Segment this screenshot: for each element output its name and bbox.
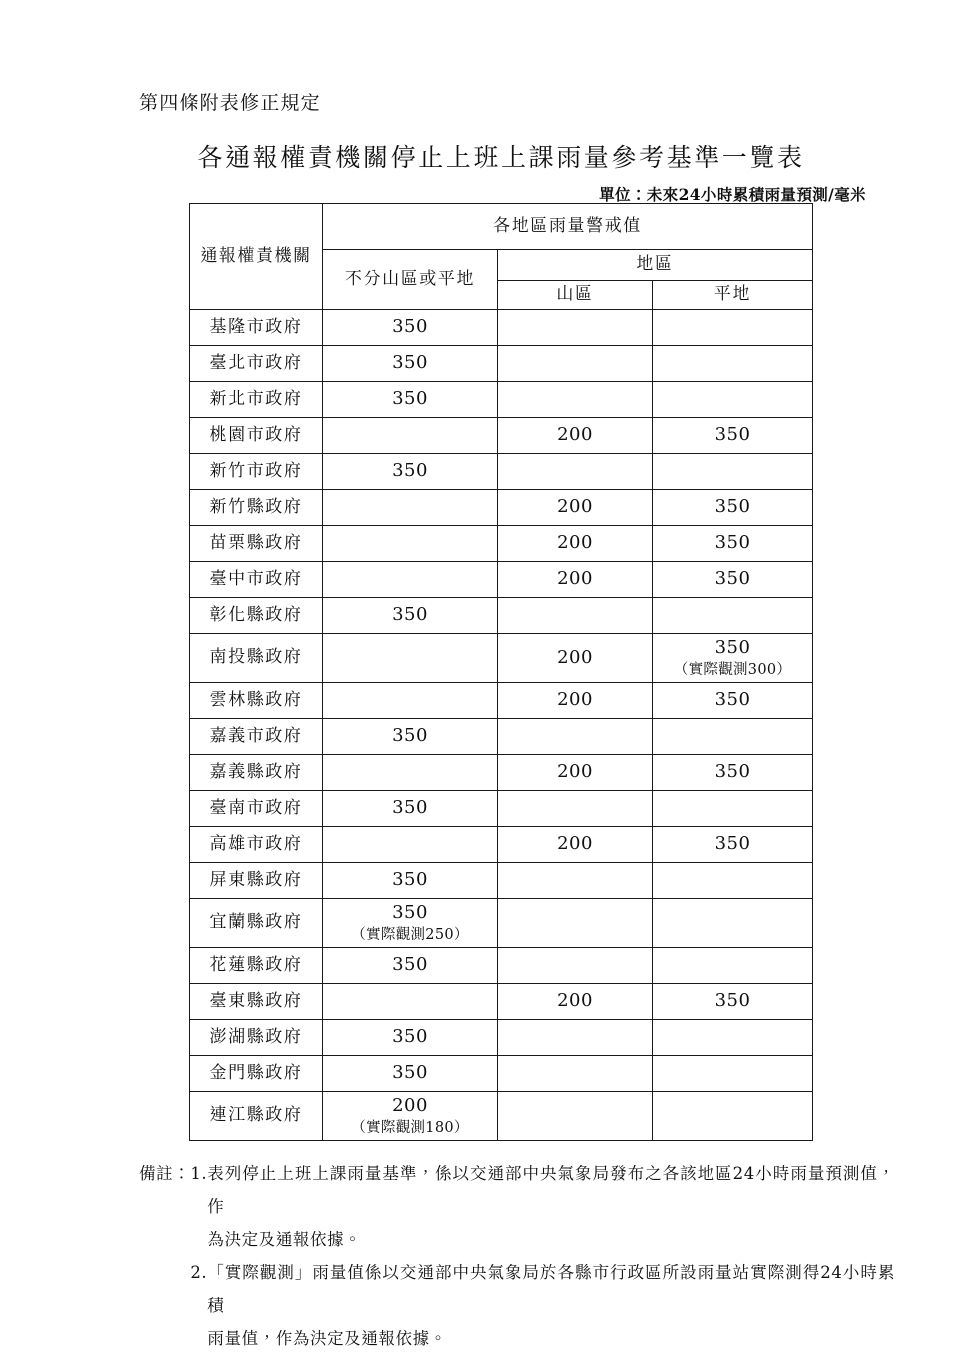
- cell-agency: [190, 791, 323, 827]
- cell-mountain: [498, 634, 653, 683]
- cell-plain-value: 350: [714, 424, 751, 446]
- cell-mountain-value: 200: [557, 532, 593, 554]
- cell-undivided: [323, 310, 498, 346]
- header-region: 地區: [498, 250, 813, 281]
- header-agency: 通報權責機關: [190, 204, 323, 310]
- cell-undivided: [323, 454, 498, 490]
- footnote-text: 雨量值，作為決定及通報依據。: [207, 1329, 447, 1348]
- footnote-text: 為決定及通報依據。: [207, 1230, 362, 1249]
- cell-plain-value: 350: [714, 637, 751, 659]
- cell-agency: [190, 719, 323, 755]
- cell-undivided: [323, 899, 498, 948]
- table-body: [190, 310, 813, 1141]
- cell-mountain: [498, 562, 653, 598]
- table-row: [190, 310, 813, 346]
- cell-undivided: [323, 490, 498, 526]
- cell-undivided: [323, 827, 498, 863]
- cell-mountain: [498, 598, 653, 634]
- cell-undivided-value: 350: [392, 954, 428, 976]
- cell-mountain: [498, 1056, 653, 1092]
- cell-plain: [653, 1092, 813, 1141]
- cell-agency-value: 苗栗縣政府: [209, 532, 303, 553]
- cell-undivided: [323, 948, 498, 984]
- cell-agency: [190, 984, 323, 1020]
- cell-agency-value: 屏東縣政府: [209, 869, 303, 890]
- cell-agency-value: 新竹縣政府: [209, 496, 303, 517]
- cell-mountain-value: 200: [557, 761, 593, 783]
- cell-mountain: [498, 526, 653, 562]
- table-row: [190, 791, 813, 827]
- cell-mountain-value: 200: [557, 833, 593, 855]
- cell-agency: [190, 598, 323, 634]
- table-row: [190, 719, 813, 755]
- table-row: [190, 1092, 813, 1141]
- cell-undivided: [323, 598, 498, 634]
- header-plain: 平地: [653, 281, 813, 310]
- cell-agency: [190, 310, 323, 346]
- cell-plain-value: 350: [714, 833, 751, 855]
- cell-agency: [190, 863, 323, 899]
- header-row-1: [190, 204, 813, 250]
- cell-plain: [653, 683, 813, 719]
- rainfall-table-container: [189, 203, 812, 1141]
- table-header: [190, 204, 813, 310]
- cell-undivided-value: 350: [392, 388, 428, 410]
- cell-undivided: [323, 1020, 498, 1056]
- footnote-indent: [139, 1322, 207, 1355]
- header-undivided: 不分山區或平地: [323, 250, 498, 310]
- cell-undivided: [323, 562, 498, 598]
- cell-mountain: [498, 1092, 653, 1141]
- cell-mountain: [498, 490, 653, 526]
- cell-plain-value: 350: [714, 532, 751, 554]
- footnote-text: 表列停止上班上課雨量基準，係以交通部中央氣象局發布之各該地區24小時雨量預測值，作: [207, 1164, 895, 1216]
- cell-agency: [190, 1020, 323, 1056]
- cell-plain: [653, 562, 813, 598]
- cell-undivided: [323, 984, 498, 1020]
- cell-agency: [190, 454, 323, 490]
- cell-agency-value: 花蓮縣政府: [209, 954, 303, 975]
- footnotes-label: 備註：: [139, 1164, 191, 1183]
- cell-plain: [653, 719, 813, 755]
- cell-undivided: [323, 1056, 498, 1092]
- table-row: [190, 634, 813, 683]
- cell-undivided-value: 200: [392, 1095, 428, 1117]
- cell-plain-value: 350: [714, 496, 751, 518]
- footnote-marker: 2.: [190, 1263, 208, 1282]
- table-row: [190, 418, 813, 454]
- cell-agency-value: 嘉義縣政府: [209, 761, 303, 782]
- cell-plain: [653, 899, 813, 948]
- cell-mountain-value: 200: [557, 990, 593, 1012]
- table-row: [190, 454, 813, 490]
- cell-agency: [190, 490, 323, 526]
- cell-plain-value: 350: [714, 990, 751, 1012]
- cell-agency-value: 金門縣政府: [209, 1062, 303, 1083]
- cell-mountain: [498, 719, 653, 755]
- cell-agency: [190, 346, 323, 382]
- cell-mountain: [498, 984, 653, 1020]
- cell-agency: [190, 382, 323, 418]
- cell-undivided: [323, 1092, 498, 1141]
- cell-agency: [190, 1092, 323, 1141]
- cell-plain: [653, 418, 813, 454]
- cell-plain: [653, 948, 813, 984]
- cell-mountain-value: 200: [557, 424, 593, 446]
- cell-undivided-value: 350: [392, 902, 428, 924]
- cell-undivided: [323, 418, 498, 454]
- cell-plain: [653, 526, 813, 562]
- cell-undivided: [323, 382, 498, 418]
- table-row: [190, 827, 813, 863]
- footnote-text: 「實際觀測」雨量值係以交通部中央氣象局於各縣市行政區所設雨量站實際測得24小時累積: [207, 1263, 895, 1315]
- cell-mountain: [498, 454, 653, 490]
- header-warning-values: 各地區雨量警戒值: [323, 204, 813, 250]
- cell-plain-value: 350: [714, 689, 751, 711]
- table-row: [190, 526, 813, 562]
- cell-undivided-value: 350: [392, 460, 428, 482]
- cell-undivided: [323, 755, 498, 791]
- cell-undivided: [323, 683, 498, 719]
- cell-undivided: [323, 791, 498, 827]
- cell-plain: [653, 1056, 813, 1092]
- cell-plain: [653, 598, 813, 634]
- table-row: [190, 382, 813, 418]
- cell-agency-value: 桃園市政府: [209, 424, 303, 445]
- cell-mountain: [498, 863, 653, 899]
- table-row: [190, 948, 813, 984]
- cell-mountain: [498, 827, 653, 863]
- footnote-line: [139, 1322, 895, 1355]
- table-row: [190, 1056, 813, 1092]
- table-row: [190, 598, 813, 634]
- unit-note: 單位：未來24小時累積雨量預測/毫米: [599, 185, 866, 204]
- footnote-indent: [139, 1256, 190, 1289]
- cell-undivided-value: 350: [392, 1062, 428, 1084]
- footnote-line: [139, 1157, 895, 1223]
- cell-undivided-value: 350: [392, 725, 428, 747]
- cell-agency: [190, 683, 323, 719]
- footnote-marker: 1.: [190, 1164, 208, 1183]
- cell-mountain: [498, 346, 653, 382]
- cell-undivided-value: 350: [392, 604, 428, 626]
- cell-plain: [653, 791, 813, 827]
- footnote-indent: [139, 1223, 207, 1256]
- cell-agency-value: 南投縣政府: [209, 647, 303, 668]
- cell-mountain-value: 200: [557, 646, 593, 668]
- cell-agency: [190, 1056, 323, 1092]
- cell-mountain: [498, 310, 653, 346]
- cell-agency-value: 彰化縣政府: [209, 604, 303, 625]
- cell-mountain: [498, 683, 653, 719]
- cell-plain-value: 350: [714, 568, 751, 590]
- cell-agency-value: 高雄市政府: [209, 833, 303, 854]
- cell-agency: [190, 526, 323, 562]
- cell-plain: [653, 454, 813, 490]
- cell-plain: [653, 863, 813, 899]
- cell-undivided-value: 350: [392, 869, 428, 891]
- cell-agency: [190, 634, 323, 683]
- cell-plain: [653, 1020, 813, 1056]
- footnotes-block: [139, 1157, 895, 1355]
- cell-mountain-value: 200: [557, 689, 593, 711]
- cell-agency: [190, 948, 323, 984]
- cell-agency-value: 雲林縣政府: [209, 689, 303, 710]
- header-mountain: 山區: [498, 281, 653, 310]
- table-row: [190, 562, 813, 598]
- cell-plain: [653, 634, 813, 683]
- cell-mountain-value: 200: [557, 496, 593, 518]
- table-row: [190, 1020, 813, 1056]
- cell-agency-value: 臺中市政府: [209, 568, 303, 589]
- cell-agency: [190, 418, 323, 454]
- cell-agency-value: 基隆市政府: [209, 316, 303, 337]
- rainfall-standards-table: [189, 203, 813, 1141]
- clause-heading: 第四條附表修正規定: [139, 92, 321, 114]
- cell-mountain: [498, 791, 653, 827]
- cell-agency: [190, 899, 323, 948]
- cell-undivided-value: 350: [392, 316, 428, 338]
- cell-agency-value: 嘉義市政府: [209, 725, 303, 746]
- page-title: 各通報權責機關停止上班上課雨量參考基準一覽表: [197, 143, 805, 172]
- cell-plain: [653, 984, 813, 1020]
- cell-undivided: [323, 526, 498, 562]
- cell-undivided: [323, 719, 498, 755]
- cell-undivided-value: 350: [392, 1026, 428, 1048]
- cell-plain: [653, 490, 813, 526]
- cell-plain: [653, 382, 813, 418]
- cell-agency-value: 新竹市政府: [209, 460, 303, 481]
- cell-plain-note: （實際觀測300）: [673, 661, 792, 678]
- cell-plain: [653, 310, 813, 346]
- table-row: [190, 346, 813, 382]
- cell-mountain-value: 200: [557, 568, 593, 590]
- cell-mountain: [498, 418, 653, 454]
- cell-agency-value: 臺北市政府: [209, 352, 303, 373]
- footnote-line: [139, 1256, 895, 1322]
- cell-plain-value: 350: [714, 761, 751, 783]
- cell-mountain: [498, 899, 653, 948]
- table-row: [190, 984, 813, 1020]
- cell-agency-value: 臺東縣政府: [209, 990, 303, 1011]
- table-row: [190, 683, 813, 719]
- cell-agency-value: 澎湖縣政府: [209, 1026, 303, 1047]
- cell-agency-value: 新北市政府: [209, 388, 303, 409]
- cell-agency: [190, 827, 323, 863]
- cell-agency: [190, 755, 323, 791]
- cell-mountain: [498, 755, 653, 791]
- footnote-line: [139, 1223, 895, 1256]
- cell-undivided-value: 350: [392, 352, 428, 374]
- cell-plain: [653, 827, 813, 863]
- cell-agency-value: 宜蘭縣政府: [209, 912, 303, 933]
- table-row: [190, 755, 813, 791]
- cell-plain: [653, 346, 813, 382]
- cell-undivided-note: （實際觀測250）: [351, 926, 469, 943]
- cell-agency-value: 臺南市政府: [209, 797, 303, 818]
- cell-undivided-note: （實際觀測180）: [351, 1119, 469, 1136]
- cell-plain: [653, 755, 813, 791]
- cell-agency-value: 連江縣政府: [209, 1105, 303, 1126]
- cell-undivided: [323, 634, 498, 683]
- cell-mountain: [498, 382, 653, 418]
- cell-undivided: [323, 863, 498, 899]
- table-row: [190, 863, 813, 899]
- cell-agency: [190, 562, 323, 598]
- cell-mountain: [498, 1020, 653, 1056]
- table-row: [190, 490, 813, 526]
- table-row: [190, 899, 813, 948]
- cell-undivided: [323, 346, 498, 382]
- cell-mountain: [498, 948, 653, 984]
- cell-undivided-value: 350: [392, 797, 428, 819]
